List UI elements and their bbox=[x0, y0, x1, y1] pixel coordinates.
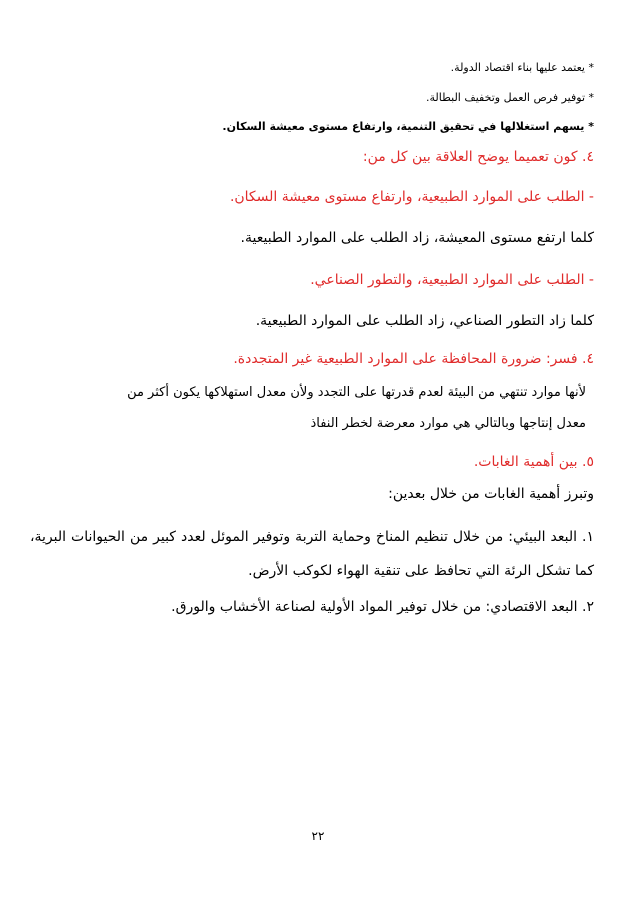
relation-1-label: - الطلب على الموارد الطبيعية، وارتفاع مستوى معيشة السكان. bbox=[229, 189, 594, 205]
question-4b-heading: ٤. فسر: ضرورة المحافظة على الموارد الطبيعية غير المتجددة. bbox=[233, 351, 594, 367]
question-4-heading: ٤. كون تعميما يوضح العلاقة بين كل من: bbox=[362, 149, 594, 165]
dimension-environmental: ١. البعد البيئي: من خلال تنظيم المناخ وحماية التربة وتوفير الموئل لعدد كبير من الحيوانات البرية، كما تشكل الرئة التي تحافظ على تنقية الهواء لكوكب الأرض. bbox=[30, 529, 594, 579]
page-number: ٢٢ bbox=[311, 829, 325, 843]
question-5-intro: وتبرز أهمية الغابات من خلال بعدين: bbox=[388, 486, 594, 502]
bullet-jobs: * توفير فرص العمل وتخفيف البطالة. bbox=[426, 91, 594, 104]
answer-4b-line-2: معدل إنتاجها وبالتالي هي موارد معرضة لخطر النفاذ bbox=[310, 416, 586, 431]
relation-2-label: - الطلب على الموارد الطبيعية، والتطور الصناعي. bbox=[310, 272, 594, 288]
relation-1-answer: كلما ارتفع مستوى المعيشة، زاد الطلب على الموارد الطبيعية. bbox=[240, 230, 594, 246]
bullet-development: * يسهم استغلالها في تحقيق التنمية، وارتفاع مستوى معيشة السكان. bbox=[222, 120, 594, 133]
dimension-economic: ٢. البعد الاقتصادي: من خلال توفير المواد الأولية لصناعة الأخشاب والورق. bbox=[171, 599, 594, 615]
relation-2-answer: كلما زاد التطور الصناعي، زاد الطلب على الموارد الطبيعية. bbox=[255, 313, 594, 329]
answer-4b-line-1: لأنها موارد تنتهي من البيئة لعدم قدرتها على التجدد ولأن معدل استهلاكها يكون أكثر من bbox=[127, 385, 586, 400]
bullet-economy: * يعتمد عليها بناء اقتصاد الدولة. bbox=[450, 61, 594, 74]
question-5-heading: ٥. بين أهمية الغابات. bbox=[473, 454, 594, 470]
